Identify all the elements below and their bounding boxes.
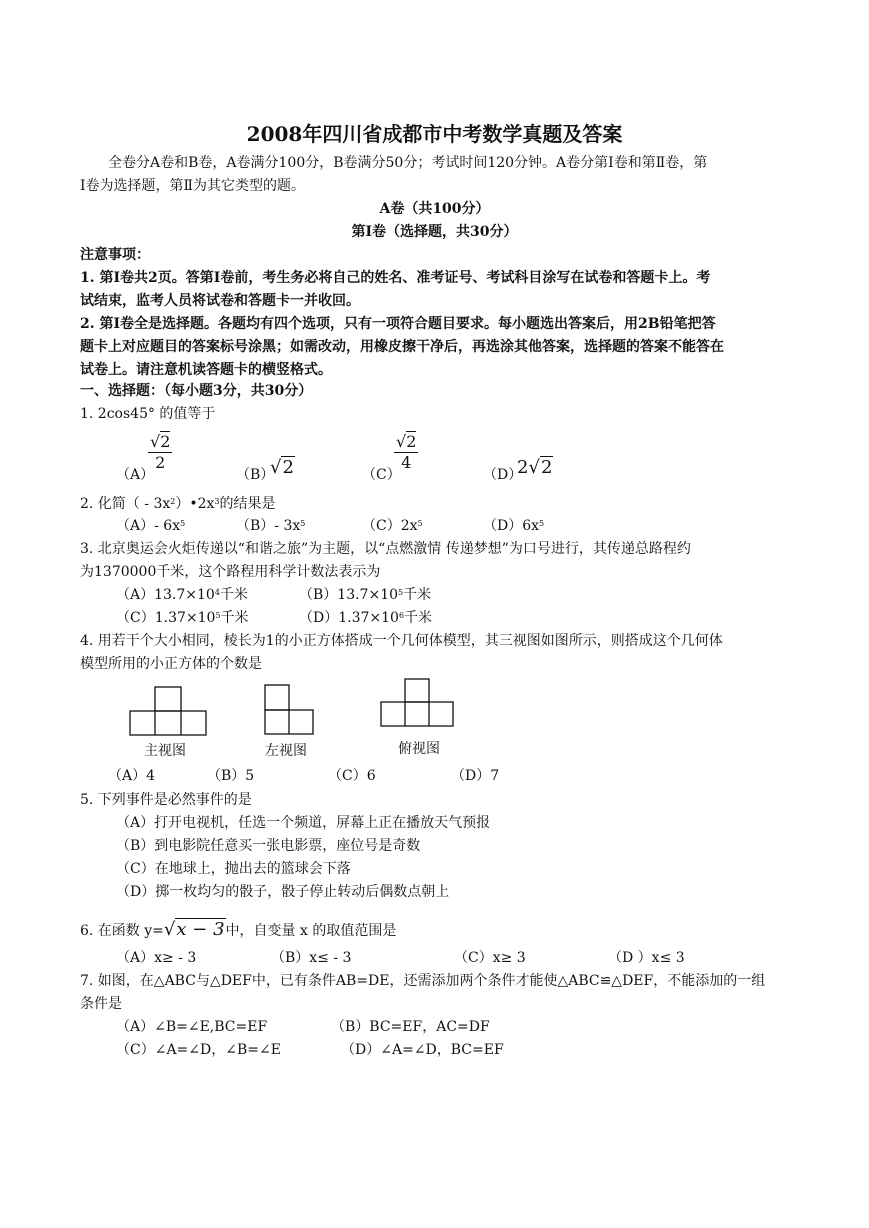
q5-option-a: （A）打开电视机，任选一个频道，屏幕上正在播放天气预报: [116, 815, 491, 831]
q5-option-b: （B）到电影院任意买一张电影票，座位号是奇数: [116, 838, 421, 854]
q6-stem: 6. 在函数 y=√x − 3中，自变量 x 的取值范围是: [80, 919, 397, 940]
front-view-figure: [128, 683, 208, 739]
q7-stem-line-1: 7. 如图，在△ABC与△DEF中，已有条件AB=DE，还需添加两个条件才能使△ABC≌△DEF，不能添加的一组: [80, 973, 766, 989]
q7-option-d: （D）∠A=∠D，BC=EF: [341, 1042, 504, 1058]
q5-stem: 5. 下列事件是必然事件的是: [80, 792, 252, 808]
q1-option-a-label: （A）: [116, 467, 155, 483]
q5-option-d: （D）掷一枚均匀的骰子，骰子停止转动后偶数点朝上: [116, 884, 450, 900]
q6-option-a: （A）x≥ - 3: [116, 950, 197, 966]
q4-stem-line-2: 模型所用的小正方体的个数是: [80, 656, 262, 672]
q6-option-c: （C）x≥ 3: [454, 950, 526, 966]
q1-option-d-label: （D）: [483, 467, 523, 483]
q7-stem-line-2: 条件是: [80, 996, 122, 1012]
q4-option-b: （B）5: [207, 768, 255, 784]
document-title: 2008年四川省成都市中考数学真题及答案: [246, 122, 623, 146]
q6-option-d: （D ）x≤ 3: [608, 950, 685, 966]
q4-option-c: （C）6: [328, 768, 376, 784]
q3-option-a: $(A)13.7\times 10^4$千米: [116, 587, 248, 603]
q3-stem-line-1: 3. 北京奥运会火炬传递以“和谐之旅”为主题，以“点燃激情 传递梦想”为口号进行，其传递总路程约: [80, 541, 691, 557]
note-1-line-2: 试结束，监考人员将试卷和答题卡一并收回。: [80, 293, 360, 309]
intro-line-2: Ⅰ卷为选择题，第Ⅱ为其它类型的题。: [80, 178, 306, 194]
q1-option-c-label: （C）: [362, 467, 401, 483]
note-2-line-3: 试卷上。请注意机读答题卡的横竖格式。: [80, 362, 332, 378]
top-view-caption: 俯视图: [398, 741, 440, 757]
top-view-figure: [378, 676, 458, 732]
q7-option-c: （C）∠A=∠D，∠B=∠E: [116, 1042, 281, 1058]
q2-option-b: （B）- $3x^5$: [236, 518, 306, 534]
q3-stem-line-2: 为1370000千米，这个路程用科学计数法表示为: [80, 564, 381, 580]
q1-option-d-radical: 2√2: [517, 457, 553, 478]
note-2-line-2: 题卡上对应题目的答案标号涂黑；如需改动，用橡皮擦干净后，再选涂其他答案，选择题的答案不能答在: [80, 339, 724, 355]
note-1-line-1: 1. 第Ⅰ卷共2页。答第Ⅰ卷前，考生务必将自己的姓名、准考证号、考试科目涂写在试卷和答题卡上。考: [80, 270, 711, 286]
q1-option-b-label: （B）: [236, 467, 275, 483]
q1-option-b-radical: √2: [270, 457, 294, 478]
intro-line-1: 全卷分A卷和B卷，A卷满分100分，B卷满分50分；考试时间120分钟。A卷分第Ⅰ卷和第Ⅱ卷，第: [108, 155, 708, 171]
q1-option-a-fraction: $\frac{√2}{2}$: [150, 432, 171, 472]
q4-option-a: （A）4: [108, 768, 156, 784]
q2-option-a: （A）- $6x^5$: [116, 518, 186, 534]
q1-option-c-fraction: $\frac{√2}{4}$: [396, 432, 417, 472]
q2-option-c: $(C)2x^5$: [362, 518, 423, 534]
notes-heading: 注意事项：: [80, 247, 150, 263]
q2-stem: 2. 化简（ - $3x^2)•2x^3$的结果是: [80, 496, 276, 512]
q4-stem-line-1: 4. 用若干个大小相同，棱长为1的小正方体搭成一个几何体模型，其三视图如图所示，则搭成这个几何体: [80, 633, 723, 649]
section-a-heading: A卷（共100分）: [379, 201, 490, 217]
q1-stem: 1. 2cos45° 的值等于: [80, 406, 216, 422]
left-view-caption: 左视图: [265, 743, 307, 759]
part-1-heading: 第Ⅰ卷（选择题，共30分）: [351, 224, 518, 240]
q3-option-d: $(D)1.37\times 10^6$千米: [299, 610, 433, 626]
q3-option-b: $(B)13.7\times 10^5$千米: [299, 587, 432, 603]
q2-option-d: $(D)6x^5$: [483, 518, 545, 534]
left-view-figure: [262, 680, 318, 738]
section-1-heading: 一、选择题：（每小题3分，共30分）: [80, 383, 313, 399]
q7-option-b: （B）BC=EF，AC=DF: [331, 1019, 490, 1035]
q3-option-c: $(C)1.37\times 10^5$千米: [116, 610, 249, 626]
q7-option-a: （A）∠B=∠E,BC=EF: [116, 1019, 268, 1035]
q6-option-b: （B）x≤ - 3: [271, 950, 352, 966]
q5-option-c: （C）在地球上，抛出去的篮球会下落: [116, 861, 351, 877]
note-2-line-1: 2. 第Ⅰ卷全是选择题。各题均有四个选项，只有一项符合题目要求。每小题选出答案后，用2B铅笔把答: [80, 316, 716, 332]
front-view-caption: 主视图: [144, 743, 186, 759]
q4-option-d: （D）7: [451, 768, 500, 784]
